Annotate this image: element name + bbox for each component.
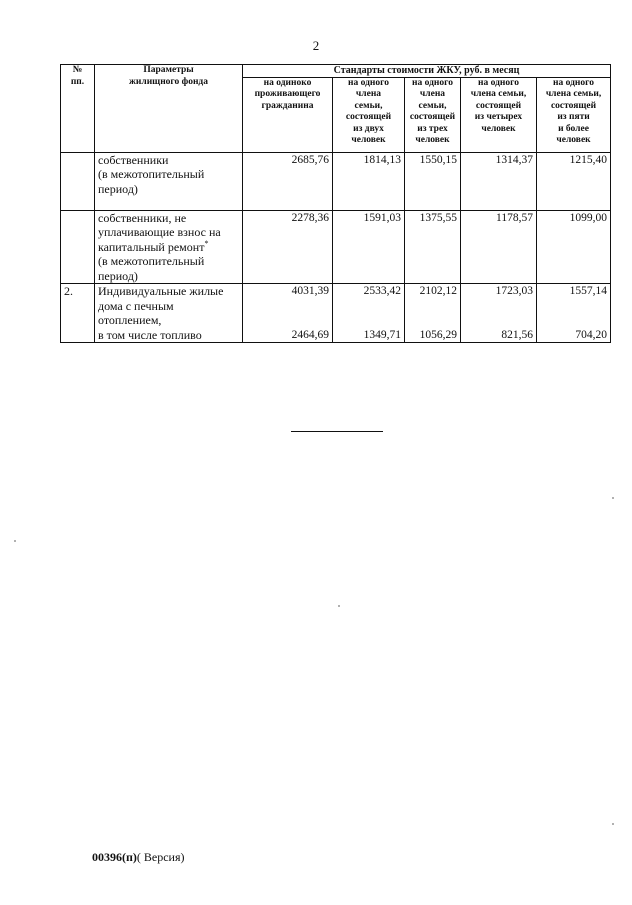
document-code <box>92 850 185 865</box>
row-parameter-text: собственники, не уплачивающие взнос на капитальный ремонт <box>98 210 221 254</box>
row-value: 1215,40 <box>537 152 611 210</box>
row-parameter: Индивидуальные жилые дома с печным отоплением, в том числе топливо <box>95 284 243 343</box>
row-value: 1375,55 <box>405 210 461 284</box>
row-value-cell <box>461 284 537 343</box>
row-value-fuel: 1056,29 <box>419 328 457 341</box>
row-parameter <box>95 210 243 284</box>
table-row <box>61 152 611 210</box>
section-divider <box>291 431 383 432</box>
row-value-fuel: 1349,71 <box>363 328 401 341</box>
row-value: 2533,42 <box>363 285 401 297</box>
row-value-fuel: 2464,69 <box>291 328 329 341</box>
table-row <box>61 210 611 284</box>
row-value: 4031,39 <box>291 285 329 297</box>
header-cost-standards: Стандарты стоимости ЖКУ, руб. в месяц <box>243 65 611 78</box>
row-value: 1723,03 <box>495 285 533 297</box>
row-value: 2685,76 <box>243 152 333 210</box>
row-value: 1814,13 <box>333 152 405 210</box>
table-row <box>61 284 611 343</box>
row-value-cell <box>537 284 611 343</box>
row-parameter-text-after: (в межотопительный период) <box>98 254 205 283</box>
document-code-number: 00396(п) <box>92 850 137 864</box>
page-number: 2 <box>312 38 320 53</box>
row-value: 2102,12 <box>419 285 457 297</box>
footnote-marker: * <box>204 238 209 248</box>
scan-speck <box>612 823 614 825</box>
row-number <box>61 210 95 284</box>
row-value: 1314,37 <box>461 152 537 210</box>
header-col-three: на одного члена семьи, состоящей из трех человек <box>405 77 461 152</box>
row-value: 1550,15 <box>405 152 461 210</box>
header-number: № пп. <box>61 65 95 153</box>
document-version: ( Версия) <box>136 850 185 864</box>
row-value: 1557,14 <box>569 285 608 297</box>
housing-cost-standards-table <box>60 64 611 343</box>
header-col-five-plus: на одного члена семьи, состоящей из пяти и более человек <box>537 77 611 152</box>
header-col-single: на одиноко проживающего гражданина <box>243 77 333 152</box>
row-value-fuel: 821,56 <box>501 328 533 341</box>
row-value: 1099,00 <box>537 210 611 284</box>
scan-speck <box>338 605 340 607</box>
row-value-cell <box>405 284 461 343</box>
header-col-four: на одного члена семьи, состоящей из четырех человек <box>461 77 537 152</box>
row-value-cell <box>333 284 405 343</box>
row-number <box>61 152 95 210</box>
row-value: 1178,57 <box>461 210 537 284</box>
row-value-cell <box>243 284 333 343</box>
row-number: 2. <box>61 284 95 343</box>
scan-speck <box>14 540 16 542</box>
header-parameters: Параметры жилищного фонда <box>95 65 243 153</box>
row-parameter: собственники (в межотопительный период) <box>95 152 243 210</box>
header-col-two: на одного члена семьи, состоящей из двух человек <box>333 77 405 152</box>
row-value: 1591,03 <box>333 210 405 284</box>
row-value: 2278,36 <box>243 210 333 284</box>
row-value-fuel: 704,20 <box>575 328 608 341</box>
scan-speck <box>612 497 614 499</box>
